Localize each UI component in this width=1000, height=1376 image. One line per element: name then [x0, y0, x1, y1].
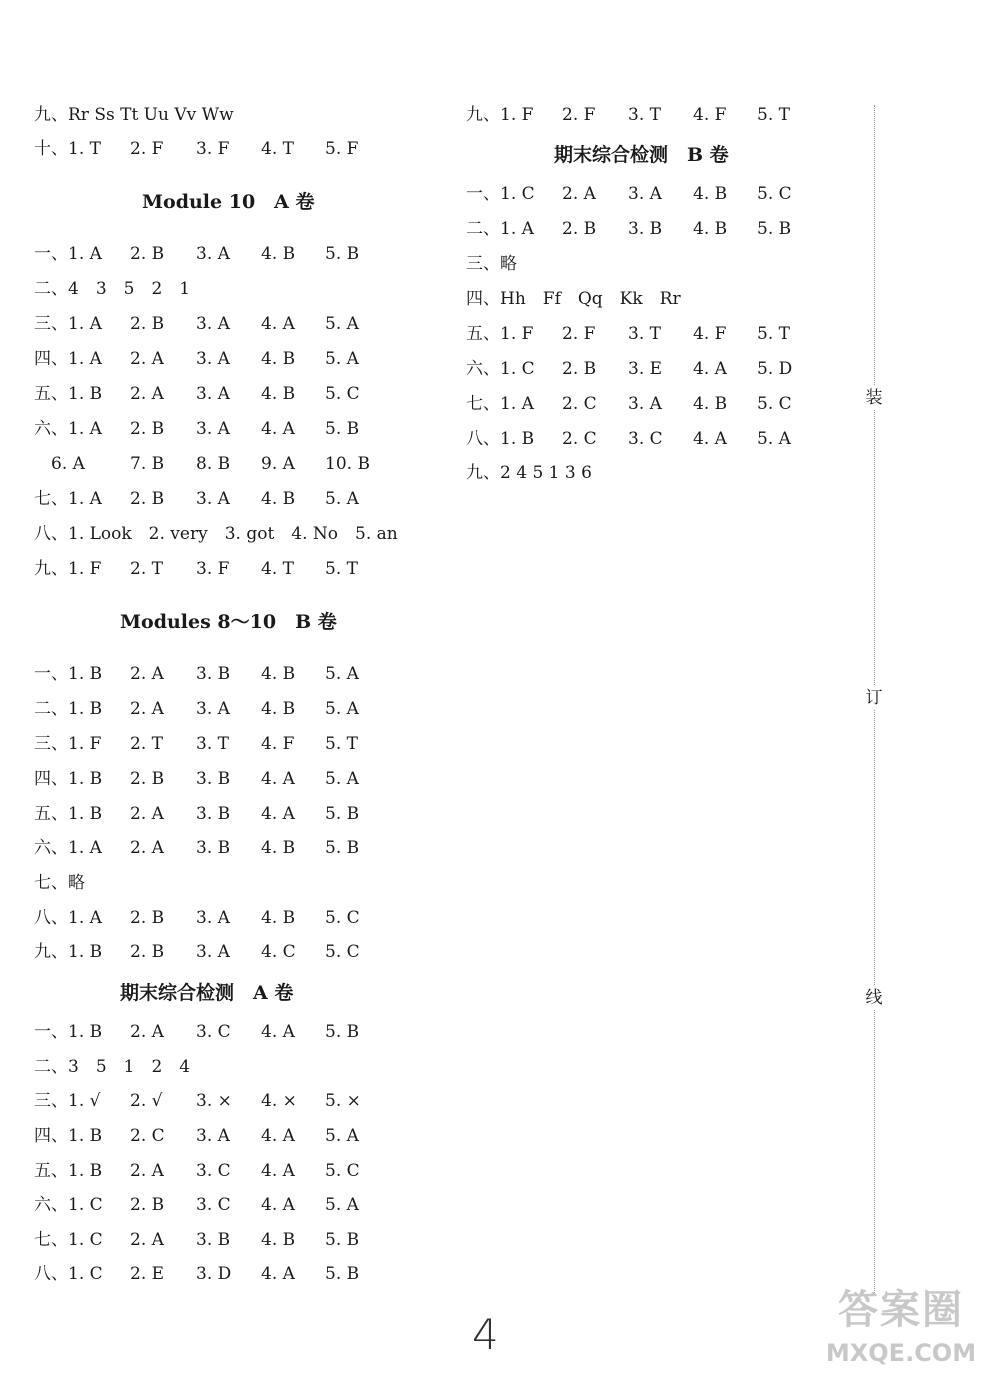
answer-cell: 九、1. B: [34, 942, 103, 962]
answer-cell: 四、1. B: [34, 1126, 103, 1146]
answer-cell: 4. F: [693, 105, 727, 125]
answer-cell: 4. A: [693, 359, 727, 379]
answer-cell: 3. T: [196, 734, 229, 754]
left-section-heading: Module 10 A 卷: [142, 191, 315, 213]
answer-cell: 4. B: [261, 838, 296, 858]
answer-cell: 2. C: [562, 429, 597, 449]
answer-cell: 3. F: [196, 139, 230, 159]
answer-cell: 5. B: [325, 804, 360, 824]
answer-cell: 2. B: [130, 1195, 165, 1215]
answer-cell: 4. A: [261, 314, 295, 334]
page-number: 4: [472, 1310, 499, 1359]
answer-cell: 2. B: [130, 244, 165, 264]
answer-cell: 3. B: [196, 769, 231, 789]
answer-cell: 3. A: [196, 489, 230, 509]
answer-cell: 4. A: [261, 804, 295, 824]
answer-cell: 2. C: [130, 1126, 165, 1146]
answer-cell: 5. C: [757, 184, 792, 204]
answer-cell: 5. A: [325, 769, 359, 789]
answer-cell: 九、1. F: [34, 559, 102, 579]
answer-cell: 5. A: [325, 489, 359, 509]
answer-cell: 5. A: [325, 314, 359, 334]
answer-cell: 2. A: [130, 1161, 164, 1181]
answer-cell: 六、1. A: [34, 419, 102, 439]
answer-cell: 3. A: [196, 419, 230, 439]
answer-cell: 4. A: [261, 419, 295, 439]
answer-cell: 3. C: [196, 1022, 231, 1042]
answer-cell: 二、4 3 5 2 1: [34, 279, 191, 299]
answer-cell: 3. D: [196, 1264, 232, 1284]
answer-cell: 5. C: [325, 908, 360, 928]
answer-cell: 2. B: [130, 908, 165, 928]
answer-cell: 4. ×: [261, 1091, 297, 1111]
answer-cell: 2. B: [130, 942, 165, 962]
answer-cell: 二、3 5 1 2 4: [34, 1057, 191, 1077]
answer-cell: 3. T: [628, 324, 661, 344]
answer-cell: 3. A: [196, 942, 230, 962]
answer-cell: 3. B: [196, 804, 231, 824]
answer-cell: 2. A: [130, 838, 164, 858]
answer-cell: 九、2 4 5 1 3 6: [466, 463, 592, 483]
binding-mark-zhuang: 装: [862, 386, 886, 410]
answer-cell: 5. C: [325, 1161, 360, 1181]
answer-cell: 2. F: [562, 324, 596, 344]
answer-cell: 5. C: [325, 942, 360, 962]
answer-cell: 2. F: [562, 105, 596, 125]
answer-cell: 5. D: [757, 359, 793, 379]
answer-cell: 5. T: [325, 559, 358, 579]
answer-cell: 4. B: [261, 349, 296, 369]
answer-cell: 4. A: [261, 1126, 295, 1146]
answer-cell: 3. A: [196, 699, 230, 719]
watermark-url: MXQE.COM: [825, 1339, 977, 1367]
answer-cell: 3. C: [196, 1161, 231, 1181]
answer-cell: 2. B: [130, 419, 165, 439]
answer-cell: 5. B: [325, 419, 360, 439]
answer-cell: 4. A: [261, 1195, 295, 1215]
answer-cell: 4. B: [261, 384, 296, 404]
answer-cell: 5. ×: [325, 1091, 361, 1111]
answer-cell: 2. F: [130, 139, 164, 159]
answer-cell: 4. A: [261, 769, 295, 789]
answer-cell: 3. A: [196, 244, 230, 264]
answer-cell: 一、1. B: [34, 664, 103, 684]
answer-cell: 五、1. F: [466, 324, 534, 344]
answer-cell: 4. C: [261, 942, 296, 962]
answer-cell: 4. B: [261, 489, 296, 509]
answer-cell: 2. A: [130, 804, 164, 824]
answer-cell: 5. A: [325, 1126, 359, 1146]
answer-cell: 四、1. A: [34, 349, 102, 369]
answer-cell: 4. B: [693, 394, 728, 414]
answer-cell: 3. A: [196, 314, 230, 334]
answer-cell: 4. A: [261, 1264, 295, 1284]
answer-cell: 三、1. F: [34, 734, 102, 754]
answer-cell: 5. C: [757, 394, 792, 414]
answer-cell: 5. C: [325, 384, 360, 404]
answer-cell: 2. B: [562, 219, 597, 239]
answer-cell: 一、1. B: [34, 1022, 103, 1042]
answer-cell: 6. A: [34, 454, 85, 474]
watermark-title: 答案圈: [838, 1287, 964, 1333]
answer-cell: 5. A: [325, 699, 359, 719]
answer-cell: 三、略: [466, 254, 517, 274]
answer-cell: 四、1. B: [34, 769, 103, 789]
answer-cell: 2. B: [130, 314, 165, 334]
answer-cell: 3. B: [628, 219, 663, 239]
answer-cell: 4. B: [261, 908, 296, 928]
binding-mark-xian: 线: [862, 986, 886, 1010]
answer-cell: 九、1. F: [466, 105, 534, 125]
answer-cell: 3. A: [196, 1126, 230, 1146]
answer-cell: 3. B: [196, 664, 231, 684]
answer-cell: 2. A: [130, 1022, 164, 1042]
answer-cell: 3. F: [196, 559, 230, 579]
answer-cell: 4. A: [261, 1161, 295, 1181]
answer-cell: 八、1. Look 2. very 3. got 4. No 5. an: [34, 524, 398, 544]
answer-cell: 二、1. A: [466, 219, 534, 239]
answer-cell: 5. A: [757, 429, 791, 449]
answer-cell: 5. B: [757, 219, 792, 239]
answer-cell: 4. F: [693, 324, 727, 344]
answer-cell: 六、1. C: [466, 359, 535, 379]
answer-cell: 2. A: [130, 699, 164, 719]
answer-cell: 5. B: [325, 244, 360, 264]
answer-cell: 2. A: [130, 664, 164, 684]
answer-cell: 8. B: [196, 454, 231, 474]
answer-cell: 4. T: [261, 139, 294, 159]
answer-cell: 5. T: [325, 734, 358, 754]
answer-cell: 3. A: [196, 349, 230, 369]
binding-mark-ding: 订: [862, 686, 886, 710]
right-section-heading: 期末综合检测 B 卷: [554, 144, 729, 166]
answer-cell: 5. B: [325, 1230, 360, 1250]
answer-cell: 三、1. A: [34, 314, 102, 334]
answer-cell: 2. B: [130, 489, 165, 509]
answer-cell: 3. B: [196, 838, 231, 858]
answer-cell: 十、1. T: [34, 139, 101, 159]
answer-cell: 4. F: [261, 734, 295, 754]
answer-cell: 七、1. A: [466, 394, 534, 414]
answer-cell: 3. ×: [196, 1091, 232, 1111]
answer-cell: 5. B: [325, 838, 360, 858]
answer-cell: 五、1. B: [34, 804, 103, 824]
answer-cell: 2. A: [130, 1230, 164, 1250]
answer-cell: 4. B: [261, 664, 296, 684]
answer-cell: 五、1. B: [34, 1161, 103, 1181]
left-section-heading: Modules 8～10 B 卷: [120, 611, 337, 633]
answer-cell: 2. E: [130, 1264, 165, 1284]
answer-cell: 4. T: [261, 559, 294, 579]
answer-cell: 八、1. C: [34, 1264, 103, 1284]
left-section-heading: 期末综合检测 A 卷: [120, 982, 294, 1004]
answer-cell: 3. E: [628, 359, 663, 379]
answer-cell: 9. A: [261, 454, 295, 474]
answer-cell: 六、1. C: [34, 1195, 103, 1215]
answer-cell: 3. A: [196, 384, 230, 404]
answer-cell: 六、1. A: [34, 838, 102, 858]
answer-cell: 八、1. A: [34, 908, 102, 928]
answer-cell: 一、1. A: [34, 244, 102, 264]
answer-cell: 3. B: [196, 1230, 231, 1250]
answer-cell: 4. B: [693, 184, 728, 204]
answer-cell: 2. A: [562, 184, 596, 204]
answer-cell: 七、1. A: [34, 489, 102, 509]
answer-cell: 七、1. C: [34, 1230, 103, 1250]
answer-cell: 5. B: [325, 1264, 360, 1284]
answer-cell: 5. F: [325, 139, 359, 159]
answer-cell: 4. B: [261, 244, 296, 264]
answer-cell: 五、1. B: [34, 384, 103, 404]
answer-cell: 2. B: [562, 359, 597, 379]
answer-cell: 八、1. B: [466, 429, 535, 449]
answer-cell: 2. A: [130, 384, 164, 404]
answer-cell: 4. B: [261, 699, 296, 719]
answer-cell: 2. C: [562, 394, 597, 414]
answer-cell: 2. B: [130, 769, 165, 789]
answer-cell: 3. C: [628, 429, 663, 449]
answer-cell: 七、略: [34, 873, 85, 893]
answer-cell: 5. T: [757, 324, 790, 344]
answer-cell: 3. A: [628, 184, 662, 204]
answer-cell: 四、Hh Ff Qq Kk Rr: [466, 289, 681, 309]
answer-cell: 4. A: [693, 429, 727, 449]
answer-cell: 2. T: [130, 734, 163, 754]
answer-cell: 10. B: [325, 454, 370, 474]
answer-cell: 5. A: [325, 1195, 359, 1215]
answer-cell: 3. C: [196, 1195, 231, 1215]
answer-cell: 二、1. B: [34, 699, 103, 719]
answer-cell: 5. A: [325, 664, 359, 684]
answer-cell: 三、1. √: [34, 1091, 101, 1111]
answer-cell: 3. A: [628, 394, 662, 414]
answer-cell: 2. A: [130, 349, 164, 369]
answer-cell: 2. T: [130, 559, 163, 579]
answer-cell: 3. T: [628, 105, 661, 125]
watermark-logo: [806, 1284, 996, 1372]
answer-cell: 2. √: [130, 1091, 163, 1111]
answer-cell: 4. B: [693, 219, 728, 239]
answer-cell: 5. A: [325, 349, 359, 369]
answer-cell: 4. B: [261, 1230, 296, 1250]
answer-cell: 3. A: [196, 908, 230, 928]
answer-cell: 九、Rr Ss Tt Uu Vv Ww: [34, 105, 234, 125]
answer-cell: 5. B: [325, 1022, 360, 1042]
answer-cell: 一、1. C: [466, 184, 535, 204]
answer-cell: 5. T: [757, 105, 790, 125]
answer-cell: 4. A: [261, 1022, 295, 1042]
answer-cell: 7. B: [130, 454, 165, 474]
